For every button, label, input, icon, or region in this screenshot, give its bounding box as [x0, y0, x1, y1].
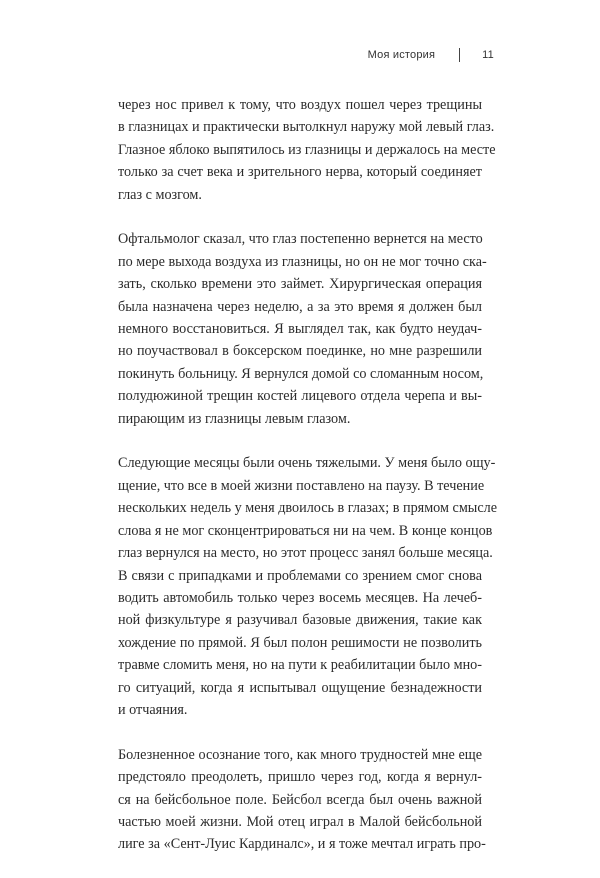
text-line: и отчаяния.	[118, 701, 188, 718]
text-line: Следующие месяцы были очень тяжелыми. У меня было ощу-	[118, 455, 496, 472]
text-line: немного восстановиться. Я выглядел так, как будто неудач-	[118, 321, 482, 338]
text-line: предстояло преодолеть, пришло через год, когда я вернул-	[118, 769, 482, 786]
text-line: покинуть больницу. Я вернулся домой со сломанным носом,	[118, 365, 484, 382]
text-line: Болезненное осознание того, как много трудностей мне еще	[118, 746, 482, 763]
text-line: ной физкультуре я разучивал базовые движения, такие как	[118, 612, 482, 629]
text-line: водить автомобиль только через восемь месяцев. На лечеб-	[118, 589, 482, 606]
text-line: через нос привел к тому, что воздух пошел через трещины	[118, 97, 482, 113]
paragraph	[118, 228, 487, 430]
text-line: го ситуаций, когда я испытывал ощущение безнадежности	[118, 679, 482, 696]
text-line: пирающим из глазницы левым глазом.	[118, 410, 351, 427]
page-number: 11	[482, 49, 494, 61]
paragraph	[118, 744, 486, 856]
text-line: травме сломить меня, но на пути к реабилитации было мно-	[118, 657, 482, 674]
text-line: частью моей жизни. Мой отец играл в Малой бейсбольной	[118, 813, 482, 830]
text-line: хождение по прямой. Я был полон решимости не позволить	[118, 634, 482, 651]
text-line: нескольких недель у меня двоилось в глазах; в прямом смысле	[118, 500, 498, 517]
text-line: зать, сколько времени это займет. Хирургическая операция	[118, 276, 482, 293]
chapter-title: Моя история	[367, 49, 436, 61]
header-divider	[459, 48, 460, 62]
text-line: ся на бейсбольное поле. Бейсбол всегда был очень важной	[118, 791, 482, 808]
paragraph	[118, 452, 498, 721]
text-line: Офтальмолог сказал, что глаз постепенно вернется на место	[118, 231, 483, 248]
text-line: по мере выхода воздуха из глазницы, но он не мог точно ска-	[118, 253, 487, 270]
text-line: но поучаствовал в боксерском поединке, но мне разрешили	[118, 343, 482, 360]
text-line: глаз вернулся на место, но этот процесс занял больше месяца.	[118, 545, 493, 562]
text-line: глаз с мозгом.	[118, 186, 202, 203]
running-header	[368, 48, 494, 62]
paragraph	[118, 94, 496, 206]
text-line: В связи с припадками и проблемами со зрением смог снова	[118, 567, 482, 584]
text-line: только за счет века и зрительного нерва, который соединяет	[118, 164, 482, 181]
text-line: слова я не мог сконцентрироваться ни на чем. В конце концов	[118, 522, 493, 539]
text-line: щение, что все в моей жизни поставлено на паузу. В течение	[118, 477, 485, 494]
body-text	[118, 94, 498, 878]
text-line: полудюжиной трещин костей лицевого отдела черепа и вы-	[118, 388, 482, 405]
text-line: в глазницах и практически вытолкнул наружу мой левый глаз.	[118, 119, 495, 136]
text-line: была назначена через неделю, а за это время я должен был	[118, 298, 482, 315]
text-line: Глазное яблоко выпятилось из глазницы и держалось на месте	[118, 141, 496, 158]
text-line: лиге за «Сент-Луис Кардиналс», и я тоже мечтал играть про-	[118, 836, 486, 853]
